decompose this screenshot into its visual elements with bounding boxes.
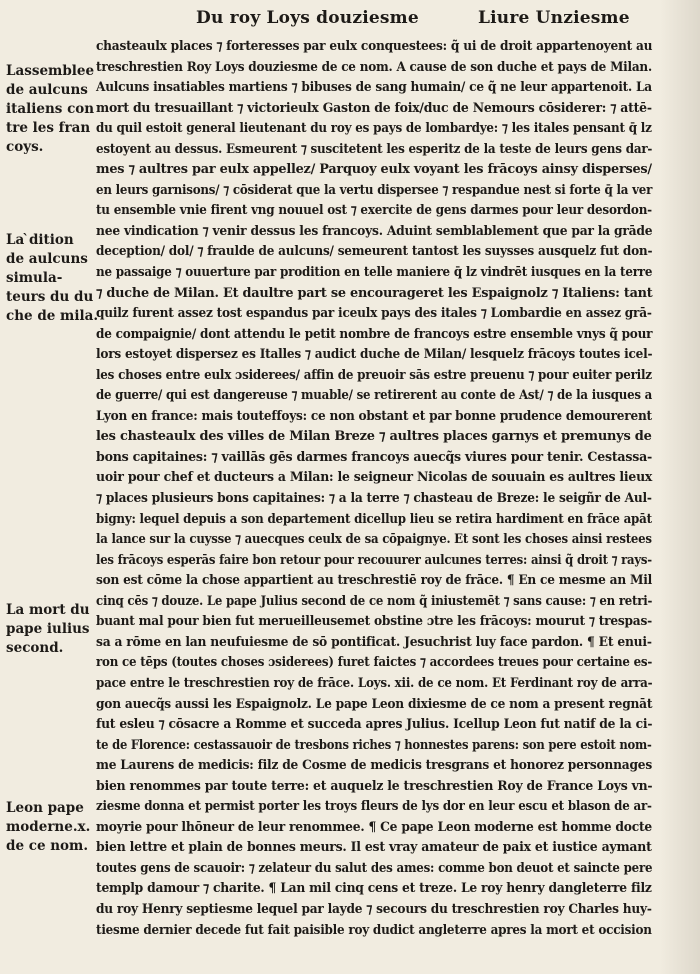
margin-note-assemblee [6, 62, 94, 157]
body-line: ron ce tēps (toutes choses ɔsiderees) furet faictes ⁊ accordees treues pour certaine es- [96, 654, 653, 671]
margin-note-leon-pape [6, 799, 94, 856]
body-line: ziesme donna et permist porter les troys fleurs de lys dor en leur escu et blason de ar- [96, 798, 652, 815]
body-line: quilz furent assez tost espandus par iceulx pays des itales ⁊ Lombardie en assez grā- [96, 305, 652, 322]
body-line: mort du tresuaillant ⁊ victorieulx Gaston de foix/duc de Nemours cōsiderer: ⁊ attē- [96, 99, 652, 116]
body-line: sa a rōme en lan neufuiesme de sō pontificat. Jesuchrist luy face pardon. ¶ Et enui- [96, 633, 652, 650]
body-line: bien lettre et plain de bonnes meurs. Il est vray amateur de paix et iustice aymant [96, 839, 652, 856]
body-line: bien renommes par toute terre: et auquelz le treschrestien Roy de France Loys vn- [96, 777, 653, 794]
page-gutter-shadow [660, 0, 700, 974]
body-line: cinq cēs ⁊ douze. Le pape Julius second de ce nom q̃ iniustemēt ⁊ sans cause: ⁊ en retri- [96, 592, 653, 609]
body-line: moyrie pour lhōneur de leur renommee. ¶ Ce pape Leon moderne est homme docte [96, 818, 653, 835]
body-line: me Laurens de medicis: filz de Cosme de medicis tresgrans et honorez personnages [96, 757, 652, 774]
running-head-left: Du roy Loys douziesme [196, 8, 419, 28]
body-line: Lyon en france: mais touteffoys: ce non obstant et par bonne prudence demourerent [96, 407, 652, 424]
body-line: te de Florence: cestassauoir de tresbons riches ⁊ honnestes parens: son pere estoit nom- [96, 736, 652, 753]
margin-note-line: Lassemblee [6, 63, 95, 79]
margin-note-line: coys. [6, 139, 44, 155]
body-line: de guerre/ qui est dangereuse ⁊ muable/ se retirerent au conte de Ast/ ⁊ de la iusques a [96, 387, 653, 404]
body-line: les choses entre eulx ɔsiderees/ affin de preuoir sās estre preuenu ⁊ pour euiter perilz [96, 366, 652, 383]
body-line: deception/ dol/ ⁊ fraulde de aulcuns/ semeurent tantost les suysses ausquelz fut don- [96, 243, 653, 260]
body-line: son est cōme la chose appartient au treschrestiē roy de frāce. ¶ En ce mesme an Mil [96, 572, 653, 589]
margin-note-line: Leon pape [6, 800, 84, 816]
body-line: pace entre le treschrestien roy de frāce. Loys. xii. de ce nom. Et Ferdinant roy de arra- [96, 674, 653, 691]
margin-note-line: moderne.x. [6, 819, 91, 835]
margin-note-prodition [6, 231, 99, 326]
body-line: buant mal pour bien fut merueilleusemet obstine ɔtre les frācoys: mourut ⁊ trespas- [96, 613, 652, 630]
body-line: mes ⁊ aultres par eulx appellez/ Parquoy eulx voyant les frācoys ainsy disperses/ [96, 161, 652, 178]
body-line: treschrestien Roy Loys douziesme de ce nom. A cause de son duche et pays de Milan. [96, 58, 652, 75]
body-line: estoyent au dessus. Esmeurent ⁊ suscitetent les esperitz de la teste de leurs gens dar- [96, 140, 653, 157]
body-line: Aulcuns insatiables martiens ⁊ bibuses de sang humain/ ce q̃ ne leur appartenoit. La [96, 79, 652, 96]
margin-note-line: de aulcuns [6, 251, 88, 267]
body-line: ⁊ duche de Milan. Et daultre part se encourageret les Espaignolz ⁊ Italiens: tant [96, 284, 653, 301]
running-head [0, 8, 700, 32]
body-line: en leurs garnisons/ ⁊ cōsiderat que la vertu dispersee ⁊ respandue nest si forte q̄ la ver [96, 181, 653, 198]
body-line: ne passaige ⁊ ouuerture par prodition en telle maniere q̄ lz vindrēt iusques en la terre [96, 264, 653, 281]
margin-note-line: simula- [6, 270, 63, 286]
body-line: tiesme dernier decede fut fait paisible roy dudict angleterre apres la mort et occision [96, 921, 652, 938]
body-line: la lance sur la cuysse ⁊ auecques ceulx de sa cōpaignye. Et sont les choses ainsi restees [96, 531, 652, 548]
margin-note-line: italiens con [6, 101, 95, 117]
body-line: uoir pour chef et ducteurs a Milan: le seigneur Nicolas de souuain es aultres lieux [96, 469, 653, 486]
margin-note-line: pape iulius [6, 621, 90, 637]
margin-note-line: La mort du [6, 602, 90, 618]
body-line: toutes gens de scauoir: ⁊ zelateur du salut des ames: comme bon deuot et saincte pere [96, 859, 653, 876]
body-line: tu ensemble vnie firent vng nouuel ost ⁊ exercite de gens darmes pour leur desordon- [96, 202, 652, 219]
body-text-block [96, 36, 652, 940]
body-line: gon auecq̃s aussi les Espaignolz. Le pape Leon dixiesme de ce nom a present regnāt [96, 695, 653, 712]
margin-note-line: second. [6, 640, 64, 656]
body-line: les frācoys esperās faire bon retour pour recouurer aulcunes terres: ainsi q̃ droit ⁊ rays- [96, 551, 652, 568]
margin-note-mort-julius [6, 601, 94, 658]
body-line: lors estoyet dispersez es Italles ⁊ audict duche de Milan/ lesquelz frācoys toutes icel- [96, 346, 653, 363]
margin-note-line: teurs du du [6, 289, 94, 305]
body-line: nee vindication ⁊ venir dessus les francoys. Aduint semblablement que par la grāde [96, 222, 653, 239]
margin-notes [0, 0, 99, 974]
body-line: templp damour ⁊ charite. ¶ Lan mil cinq cens et treze. Le roy henry dangleterre filz [96, 880, 652, 897]
body-line: bons capitaines: ⁊ vaillās gēs darmes francoys auecq̃s viures pour tenir. Cestassa- [96, 448, 652, 465]
margin-note-line: che de mila. [6, 308, 99, 324]
body-line: du quil estoit general lieutenant du roy es pays de lombardye: ⁊ les itales pensant q̄ lz [96, 120, 652, 137]
body-line: du roy Henry septiesme lequel par layde ⁊ secours du treschrestien roy Charles huy- [96, 900, 652, 917]
body-line: fut esleu ⁊ cōsacre a Romme et succeda apres Julius. Icellup Leon fut natif de la ci- [96, 716, 653, 733]
body-line: les chasteaulx des villes de Milan Breze ⁊ aultres places garnys et premunys de [96, 428, 652, 445]
body-line: bigny: lequel depuis a son departement dicellup lieu se retira hardiment en frāce apāt [96, 510, 652, 527]
margin-note-line: de aulcuns [6, 82, 88, 98]
margin-note-line: La ̀dition [6, 232, 74, 248]
body-line: ⁊ places plusieurs bons capitaines: ⁊ a la terre ⁊ chasteau de Breze: le seigñr de Aul- [96, 490, 652, 507]
body-line: de compaignie/ dont attendu le petit nombre de francoys estre ensemble vnys q̃ pour [96, 325, 653, 342]
body-line: chasteaulx places ⁊ forteresses par eulx conquestees: q̃ ui de droit appartenoyent au [96, 38, 653, 54]
margin-note-line: de ce nom. [6, 838, 89, 854]
margin-note-line: tre les fran [6, 120, 91, 136]
running-head-right: Liure Unziesme [478, 8, 630, 28]
